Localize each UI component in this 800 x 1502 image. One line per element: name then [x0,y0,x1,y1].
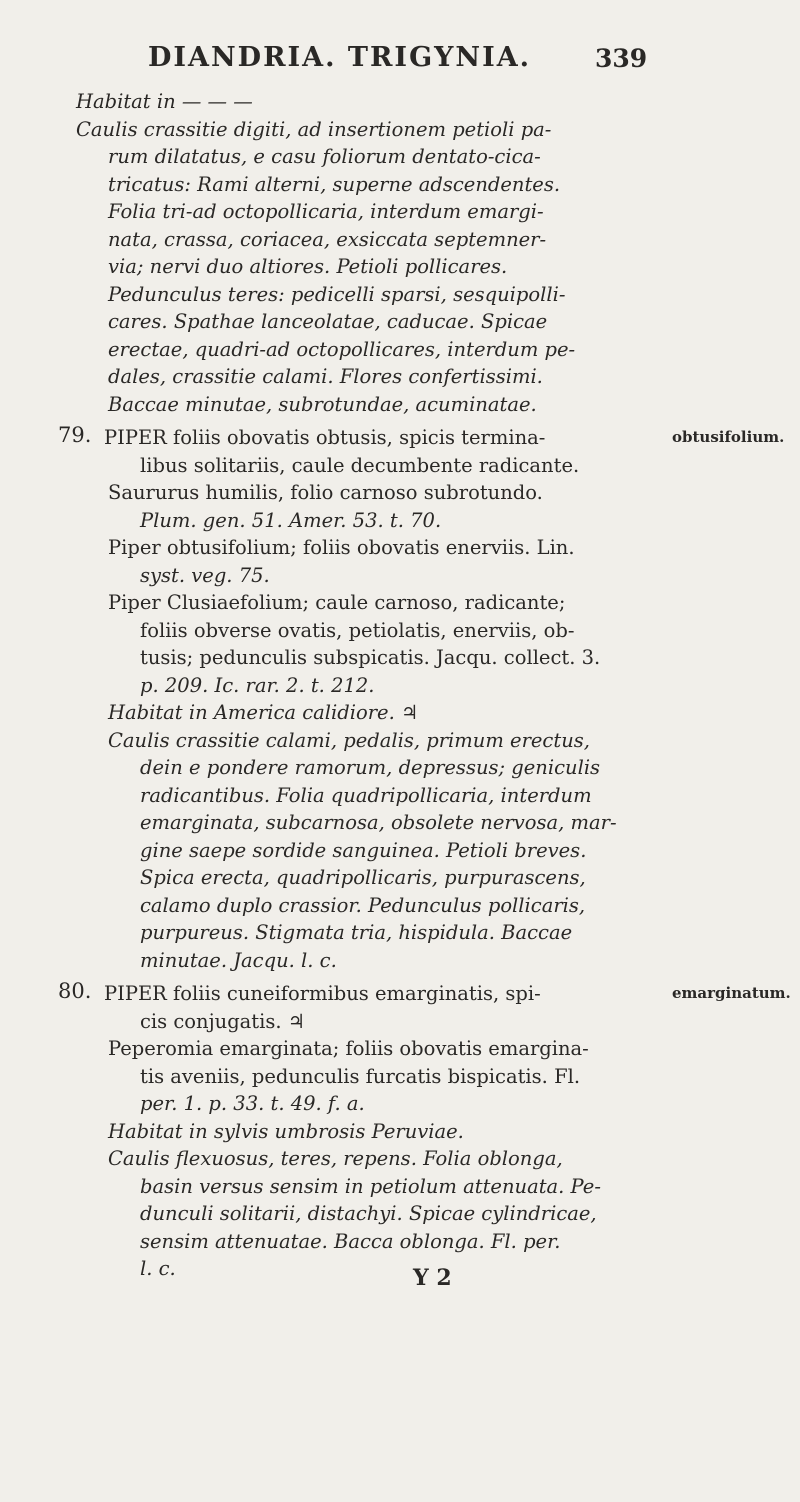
text-line: syst. veg. 75. [140,563,270,587]
text-line: tricatus: Rami alterni, superne adscendentes. [108,172,561,196]
text-line: sensim attenuatae. Bacca oblonga. Fl. per. [140,1229,561,1253]
text-line: Spica erecta, quadripollicaris, purpurascens, [140,866,586,889]
text-line: Pedunculus teres: pedicelli sparsi, sesquipolli- [108,282,566,306]
text-line: Habitat in sylvis umbrosis Peruviae. [108,1119,464,1143]
text-line: dales, crassitie calami. Flores confertissimi. [108,365,543,388]
text-line: PIPER foliis cuneiformibus emarginatis, spi- [104,982,541,1005]
text-line: libus solitariis, caule decumbente radicante. [140,453,580,477]
text-line: Baccae minutae, subrotundae, acuminatae. [108,392,537,416]
text-line: radicantibus. Folia quadripollicaria, interdum [140,783,592,807]
text-line: Peperomia emarginata; foliis obovatis emargina- [108,1037,589,1060]
text-line: foliis obverse ovatis, petiolatis, enerviis, ob- [140,618,575,642]
text-line: Folia tri-ad octopollicaria, interdum emargi- [108,200,544,223]
text-line: PIPER foliis obovatis obtusis, spicis termina- [104,426,546,449]
text-line: purpureus. Stigmata tria, hispidula. Baccae [140,921,573,944]
text-line: dein e pondere ramorum, depressus; geniculis [140,756,601,779]
margin-note: obtusifolium. [672,428,785,446]
text-line: dunculi solitarii, distachyi. Spicae cylindricae, [140,1202,597,1225]
text-line: Habitat in — — — [76,90,253,113]
text-line: cis conjugatis. ♃ [140,1009,306,1033]
text-line: nata, crassa, coriacea, exsiccata septemner- [108,227,547,251]
text-line: calamo duplo crassior. Pedunculus pollicaris, [140,893,586,917]
text-line: Caulis flexuosus, teres, repens. Folia oblonga, [108,1147,563,1170]
text-line: via; nervi duo altiores. Petioli pollicares. [108,255,508,278]
text-line: Caulis crassitie digiti, ad insertionem petioli pa- [76,117,552,141]
text-line: p. 209. Ic. rar. 2. t. 212. [140,673,375,697]
text-line: gine saepe sordide sanguinea. Petioli breves. [140,838,587,862]
signature-mark: Y 2 [413,1265,452,1291]
text-line: cares. Spathae lanceolatae, caducae. Spicae [108,310,548,333]
text-line: tis aveniis, pedunculis furcatis bispicatis. Fl. [140,1064,581,1088]
text-line: tusis; pedunculis subspicatis. Jacqu. collect. 3. [140,646,601,669]
text-line: minutae. Jacqu. l. c. [140,948,337,972]
text-line: l. c. [140,1257,176,1280]
species-number: 79. [58,423,92,447]
text-line: Piper Clusiaefolium; caule carnoso, radicante; [108,591,566,614]
page-number: 339 [595,44,648,73]
text-line: per. 1. p. 33. t. 49. f. a. [140,1092,365,1115]
margin-note: emarginatum. [672,984,791,1002]
text-line: Piper obtusifolium; foliis obovatis enerviis. Lin. [108,536,575,559]
text-line: Plum. gen. 51. Amer. 53. t. 70. [140,508,442,532]
text-line: emarginata, subcarnosa, obsolete nervosa, mar- [140,811,617,834]
page-header [0,38,800,78]
text-line: rum dilatatus, e casu foliorum dentato-cica- [108,145,541,168]
text-line: erectae, quadri-ad octopollicares, interdum pe- [108,337,576,361]
running-title: DIANDRIA. TRIGYNIA. [148,42,532,73]
text-line: Habitat in America calidiore. ♃ [108,701,419,724]
text-line: Saururus humilis, folio carnoso subrotundo. [108,481,543,504]
text-line: basin versus sensim in petiolum attenuata. Pe- [140,1174,601,1198]
text-line: Caulis crassitie calami, pedalis, primum erectus, [108,728,590,752]
species-number: 80. [58,979,92,1003]
